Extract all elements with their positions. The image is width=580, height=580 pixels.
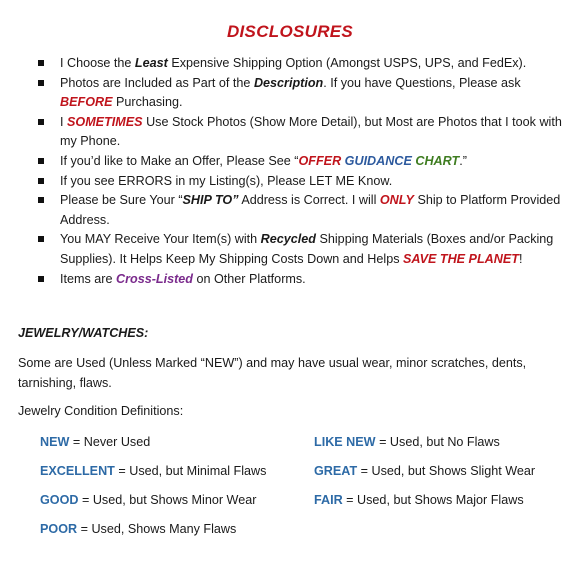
section-heading-jewelry: JEWELRY/WATCHES:: [18, 326, 149, 340]
bullet-icon: [38, 236, 44, 242]
disclosure-text: [60, 272, 306, 286]
bullet-icon: [38, 197, 44, 203]
body-text: If you’d like to Make an Offer, Please See “: [60, 153, 299, 168]
condition-good: [40, 491, 256, 509]
disclosure-item: [34, 54, 564, 74]
emphasis-text: Description: [253, 75, 324, 90]
body-text: I Choose the: [60, 56, 135, 70]
body-text: Ship to Platform Provided Address.: [60, 193, 561, 227]
emphasis-text: SOMETIMES: [67, 114, 143, 129]
disclosure-item: [34, 270, 564, 290]
emphasis-text: ONLY: [379, 193, 414, 208]
body-text: Use Stock Photos (Show More Detail), but Most are Photos that I took with my Phone.: [60, 114, 562, 149]
body-text: Purchasing.: [112, 95, 183, 110]
condition-excellent: [40, 462, 266, 480]
definitions-heading: Jewelry Condition Definitions:: [18, 404, 184, 418]
disclosure-text: [60, 232, 553, 266]
condition-term: LIKE NEW: [314, 435, 376, 449]
emphasis-text: Least: [134, 56, 168, 70]
body-text: . If you have Questions, Please ask: [323, 75, 521, 90]
emphasis-text: OFFER: [298, 153, 342, 168]
disclosure-text: [60, 154, 467, 168]
body-text: Address is Correct. I will: [238, 193, 380, 208]
body-text: You MAY Receive Your Item(s) with: [60, 232, 261, 247]
condition-desc: = Used, but Shows Slight Wear: [357, 464, 536, 478]
page-title: DISCLOSURES: [226, 22, 354, 41]
body-text: !: [518, 251, 523, 266]
disclosure-item: [34, 172, 564, 192]
condition-fair: [314, 491, 524, 509]
disclosure-item: [34, 113, 564, 152]
used-disclaimer: Some are Used (Unless Marked “NEW”) and may have usual wear, minor scratches, dents, tarnishing, flaws.: [18, 356, 527, 390]
bullet-icon: [38, 158, 44, 164]
condition-like-new: [314, 433, 500, 451]
emphasis-text: Cross-Listed: [116, 271, 193, 286]
disclosure-item: [34, 152, 564, 172]
emphasis-text: SHIP TO”: [182, 193, 239, 208]
bullet-icon: [38, 60, 44, 66]
condition-great: [314, 462, 535, 480]
body-text: Shipping Materials (Boxes and/or Packing Supplies). It Helps Keep My Shipping Costs Down and Helps: [60, 232, 554, 266]
condition-term: EXCELLENT: [40, 464, 115, 478]
body-text: Expensive Shipping Option (Amongst USPS, UPS, and FedEx).: [167, 56, 527, 70]
body-text: .”: [459, 153, 467, 168]
body-text: If you see ERRORS in my Listing(s), Please LET ME Know.: [60, 173, 393, 188]
bullet-icon: [38, 276, 44, 282]
condition-desc: = Used, but No Flaws: [375, 435, 500, 449]
condition-desc: = Used, but Shows Major Flaws: [342, 493, 524, 507]
condition-new: [40, 433, 150, 451]
body-text: Please be Sure Your “: [60, 193, 183, 208]
emphasis-text: SAVE THE PLANET: [403, 251, 519, 266]
emphasis-text: BEFORE: [60, 95, 113, 110]
body-text: Items are: [60, 271, 116, 286]
disclosure-text: [60, 115, 562, 149]
disclosure-list: [34, 54, 564, 289]
bullet-icon: [38, 178, 44, 184]
condition-term: GOOD: [40, 493, 79, 507]
condition-desc: = Used, but Minimal Flaws: [114, 464, 267, 478]
disclosure-item: [34, 191, 564, 230]
condition-desc: = Used, Shows Many Flaws: [77, 522, 237, 536]
emphasis-text: Recycled: [260, 232, 316, 247]
condition-desc: = Used, but Shows Minor Wear: [78, 493, 257, 507]
condition-term: POOR: [40, 522, 78, 536]
disclosure-text: [60, 193, 560, 227]
disclosure-text: [60, 174, 392, 188]
condition-term: NEW: [40, 435, 70, 449]
condition-poor: [40, 520, 236, 538]
disclosure-text: [60, 76, 521, 110]
body-text: I: [60, 114, 67, 129]
emphasis-text: GUIDANCE: [344, 153, 412, 168]
emphasis-text: CHART: [415, 153, 460, 168]
condition-term: GREAT: [314, 464, 358, 478]
bullet-icon: [38, 80, 44, 86]
disclosure-item: [34, 74, 564, 113]
disclosure-text: [60, 56, 526, 70]
disclosure-item: [34, 230, 564, 269]
condition-desc: = Never Used: [69, 435, 151, 449]
condition-term: FAIR: [314, 493, 343, 507]
bullet-icon: [38, 119, 44, 125]
body-text: Photos are Included as Part of the: [60, 75, 254, 90]
body-text: on Other Platforms.: [192, 271, 306, 286]
